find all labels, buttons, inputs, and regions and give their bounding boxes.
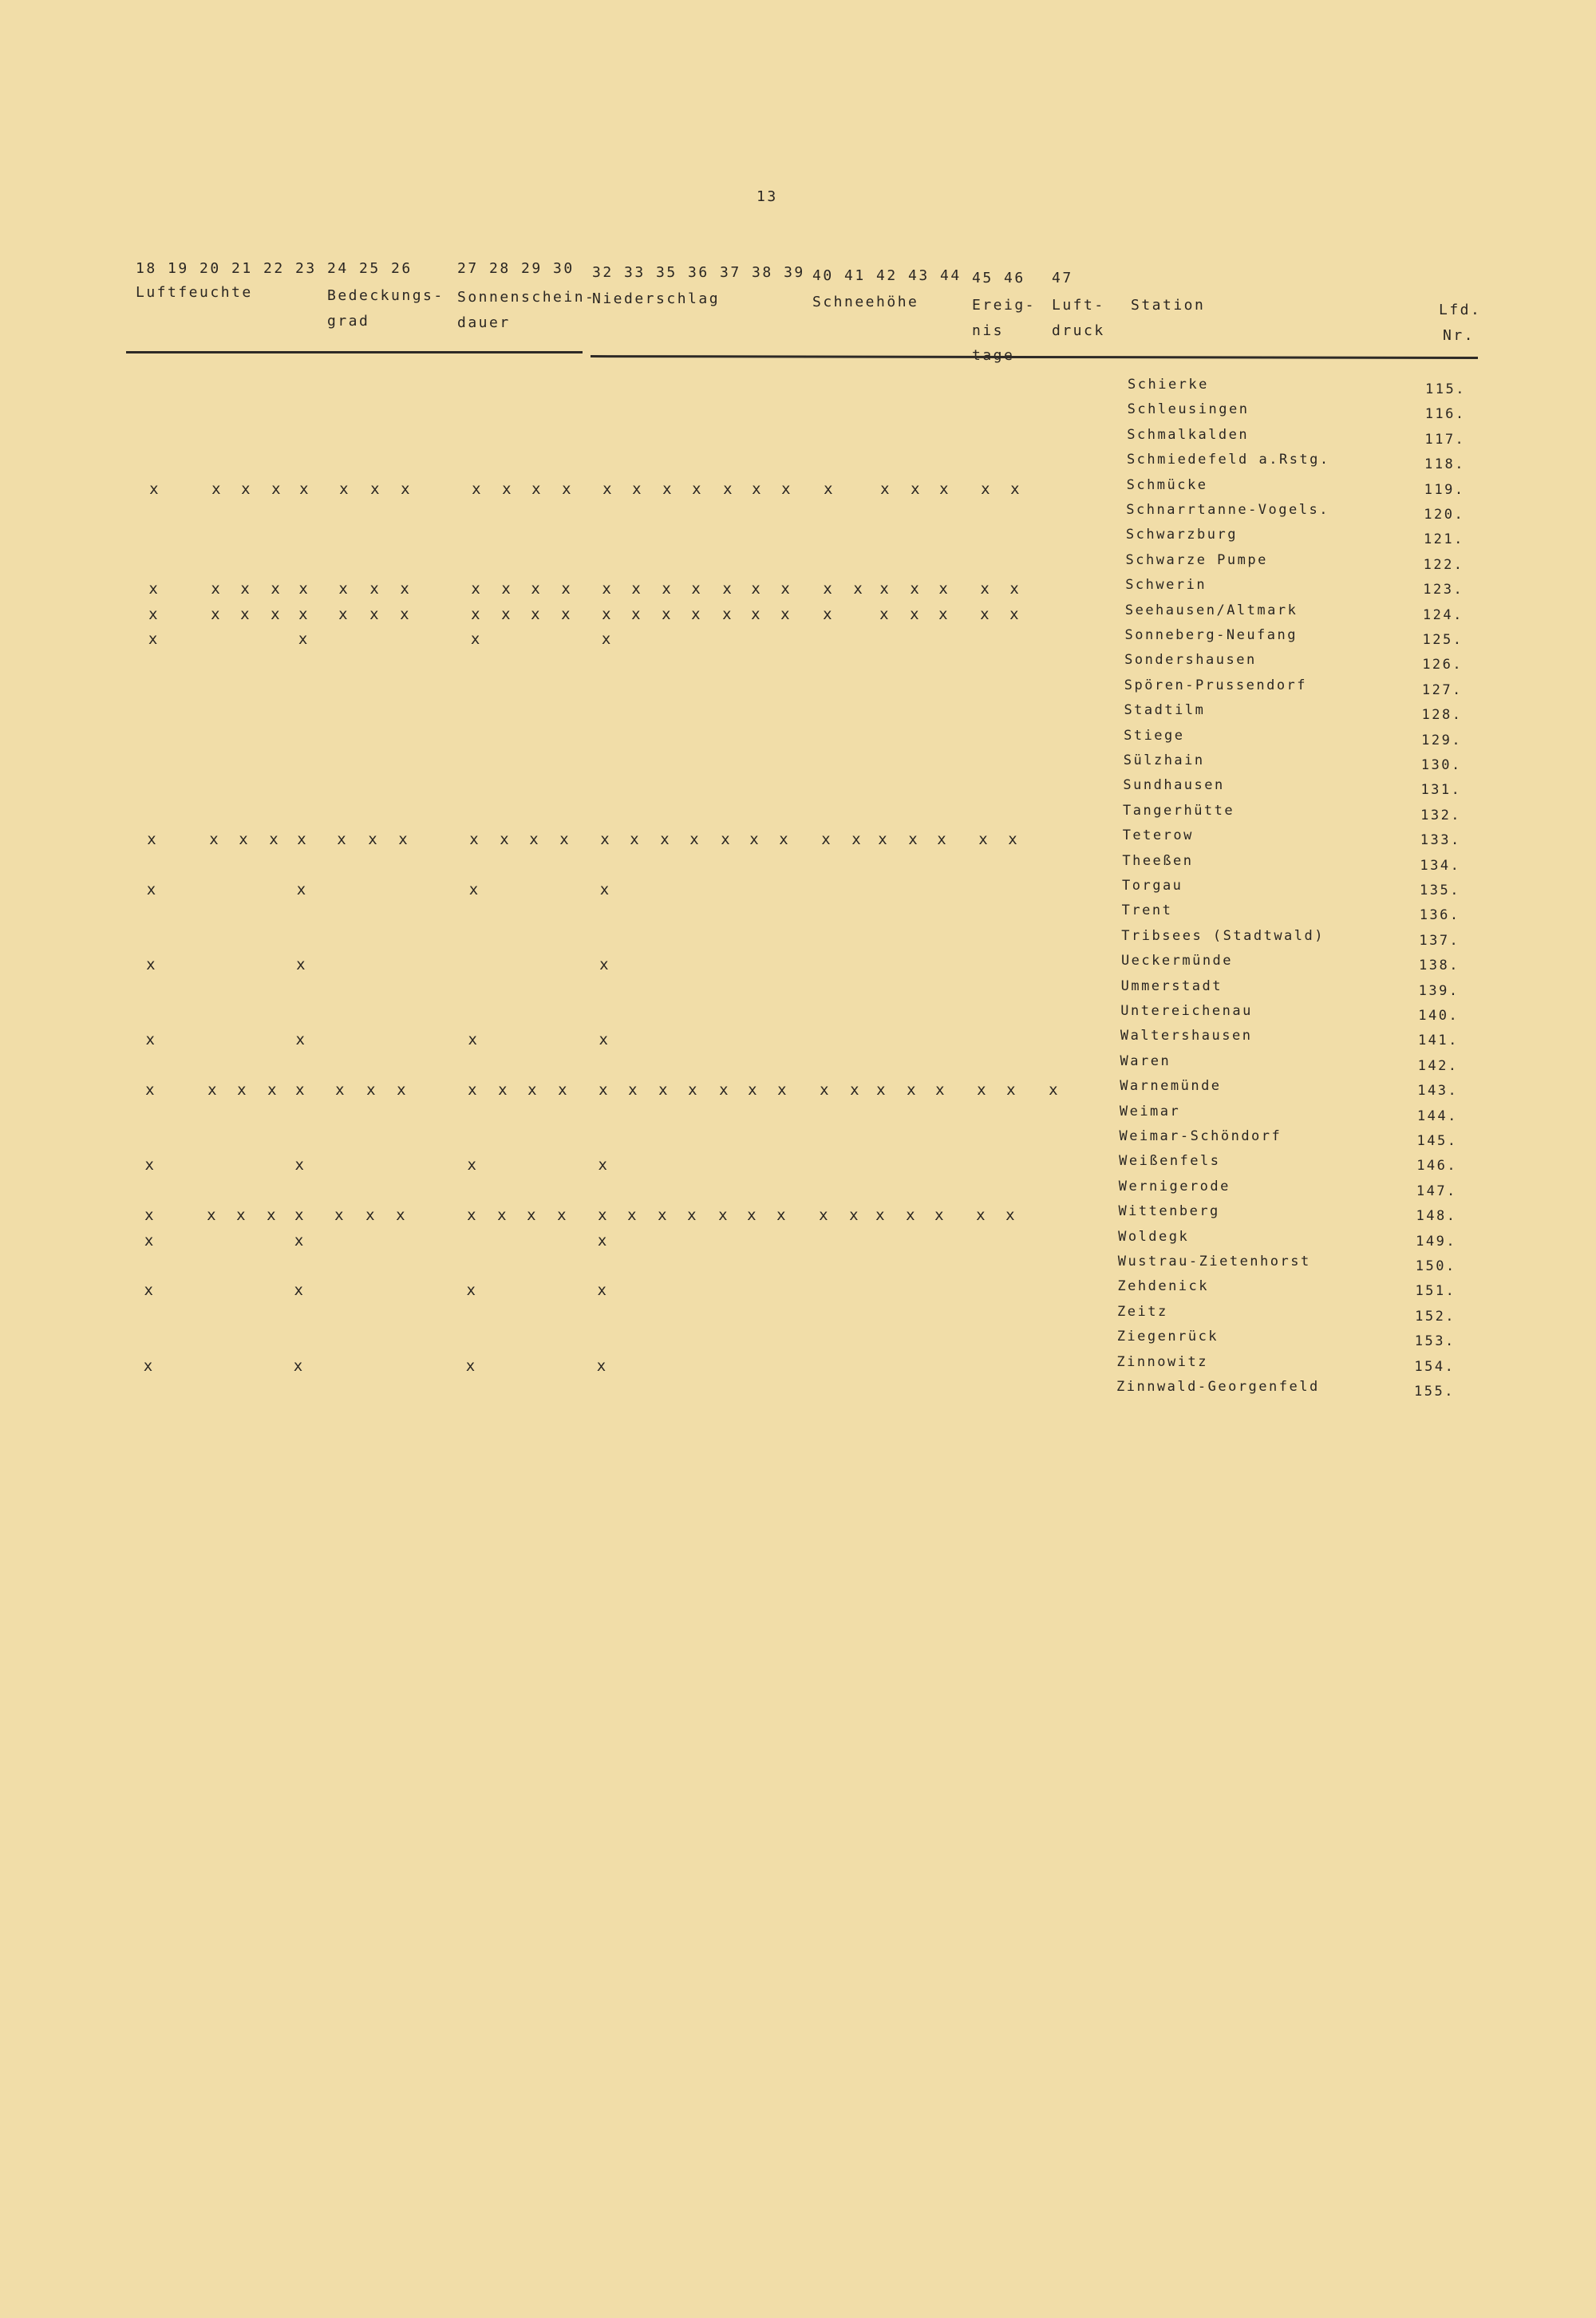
mark-col-21: x [239, 831, 248, 849]
mark-col-18: x [148, 580, 158, 598]
mark-col-38: x [747, 1206, 757, 1225]
mark-col-23: x [293, 1356, 303, 1375]
station-number: 155. [1414, 1384, 1455, 1400]
mark-col-30: x [561, 605, 571, 623]
header-label-station: Station [1131, 297, 1206, 314]
mark-col-18: x [145, 1031, 155, 1049]
mark-col-37: x [722, 605, 732, 623]
header-nums-schneehoehe: 40 41 42 43 44 [812, 267, 962, 284]
header-label-luftfeuchte: Luftfeuchte [136, 284, 253, 301]
mark-col-33: x [631, 580, 641, 598]
station-number: 144. [1416, 1108, 1458, 1124]
mark-col-47: x [1049, 1081, 1058, 1100]
mark-col-18: x [144, 1206, 154, 1225]
header-label-schneehoehe: Schneehöhe [812, 294, 919, 310]
mark-col-28: x [501, 580, 511, 598]
mark-col-20: x [209, 831, 219, 849]
header-label-sonnenschein: Sonnenschein- [457, 289, 596, 306]
header-label-luftdruck: Luft- [1052, 297, 1105, 314]
mark-col-45: x [980, 605, 990, 623]
station-number: 125. [1422, 632, 1464, 648]
mark-col-25: x [369, 605, 379, 623]
mark-col-27: x [465, 1356, 476, 1375]
mark-col-20: x [207, 1206, 216, 1225]
mark-col-21: x [237, 1081, 247, 1100]
mark-col-18: x [148, 630, 158, 648]
mark-col-46: x [1006, 1081, 1016, 1100]
mark-col-32: x [602, 480, 612, 498]
page-number: 13 [757, 188, 778, 205]
mark-col-29: x [527, 1206, 536, 1225]
mark-col-42: x [879, 580, 889, 598]
mark-col-35: x [658, 1081, 668, 1100]
header-label-ereignistage: Ereig- [972, 297, 1037, 314]
mark-col-21: x [240, 580, 250, 598]
mark-col-37: x [721, 831, 730, 849]
mark-col-36: x [688, 1081, 697, 1100]
mark-col-39: x [780, 580, 790, 598]
mark-col-18: x [144, 1156, 154, 1175]
header-rule-right [591, 355, 1478, 359]
station-name: Weimar [1119, 1103, 1181, 1120]
mark-col-24: x [338, 605, 348, 623]
header-nums-luftdruck: 47 [1052, 270, 1073, 286]
mark-col-32: x [602, 580, 611, 598]
mark-col-33: x [630, 831, 639, 849]
header-rule-left [126, 351, 583, 353]
header-label-nr: Nr. [1443, 327, 1476, 344]
mark-col-25: x [365, 1206, 375, 1225]
mark-col-26: x [401, 480, 410, 498]
mark-col-27: x [470, 630, 480, 648]
mark-col-41: x [853, 580, 863, 598]
mark-col-39: x [776, 1206, 786, 1225]
mark-col-23: x [296, 956, 306, 974]
station-number: 127. [1421, 681, 1463, 698]
mark-col-32: x [598, 1156, 607, 1175]
mark-col-37: x [718, 1206, 728, 1225]
mark-col-28: x [497, 1206, 507, 1225]
mark-col-30: x [562, 480, 571, 498]
mark-col-37: x [722, 580, 732, 598]
station-name: Schwarzburg [1125, 527, 1238, 543]
mark-col-29: x [531, 580, 540, 598]
station-name: Wittenberg [1118, 1203, 1220, 1220]
mark-col-21: x [236, 1206, 246, 1225]
mark-col-32: x [597, 1281, 606, 1300]
station-number: 147. [1416, 1183, 1457, 1199]
mark-col-29: x [527, 1081, 537, 1100]
mark-col-24: x [338, 580, 348, 598]
mark-col-27: x [468, 1031, 477, 1049]
mark-col-46: x [1005, 1206, 1015, 1225]
mark-col-38: x [752, 480, 761, 498]
station-name: Schmalkalden [1127, 426, 1250, 443]
mark-col-23: x [299, 480, 309, 498]
mark-col-32: x [599, 956, 609, 974]
mark-col-45: x [978, 831, 988, 849]
mark-col-25: x [369, 580, 379, 598]
mark-col-23: x [295, 1081, 305, 1100]
mark-col-18: x [144, 1231, 154, 1250]
mark-col-44: x [938, 580, 948, 598]
station-name: Schierke [1128, 377, 1209, 393]
mark-col-26: x [400, 605, 409, 623]
mark-col-40: x [819, 1206, 828, 1225]
mark-col-33: x [631, 605, 641, 623]
station-name: Ummerstadt [1120, 977, 1223, 994]
mark-col-29: x [531, 480, 541, 498]
mark-col-28: x [500, 831, 509, 849]
station-number: 154. [1414, 1358, 1456, 1375]
station-name: Wustrau-Zietenhorst [1117, 1254, 1311, 1270]
mark-col-36: x [689, 831, 699, 849]
mark-col-22: x [269, 831, 279, 849]
mark-col-38: x [751, 580, 760, 598]
mark-col-27: x [469, 831, 479, 849]
mark-col-28: x [498, 1081, 508, 1100]
mark-col-37: x [719, 1081, 729, 1100]
station-name: Waren [1120, 1052, 1171, 1069]
mark-col-40: x [823, 580, 832, 598]
mark-col-33: x [632, 480, 642, 498]
station-number: 117. [1424, 431, 1466, 448]
mark-col-35: x [660, 831, 670, 849]
mark-col-45: x [981, 480, 990, 498]
station-name: Zehdenick [1117, 1278, 1210, 1295]
mark-col-43: x [907, 1081, 916, 1100]
mark-col-22: x [271, 605, 280, 623]
mark-col-36: x [687, 1206, 697, 1225]
header-nums-luftfeuchte: 18 19 20 21 22 23 [136, 260, 317, 277]
station-number: 121. [1423, 531, 1464, 548]
station-name: Schnarrtanne-Vogels. [1126, 502, 1329, 518]
mark-col-32: x [598, 1206, 607, 1225]
mark-col-41: x [849, 1206, 859, 1225]
mark-col-21: x [240, 605, 250, 623]
station-number: 137. [1419, 932, 1460, 949]
mark-col-41: x [851, 831, 861, 849]
station-name: Waltershausen [1120, 1028, 1253, 1044]
station-number: 134. [1420, 857, 1461, 874]
mark-col-42: x [880, 480, 890, 498]
mark-col-35: x [658, 1206, 667, 1225]
mark-col-32: x [597, 1231, 607, 1250]
station-number: 132. [1420, 807, 1462, 823]
mark-col-22: x [267, 1081, 277, 1100]
station-name: Tribsees (Stadtwald) [1121, 927, 1325, 944]
station-name: Weißenfels [1119, 1153, 1221, 1170]
mark-col-38: x [748, 1081, 757, 1100]
mark-col-18: x [144, 1281, 153, 1300]
mark-col-30: x [561, 580, 571, 598]
mark-col-28: x [501, 605, 511, 623]
mark-col-32: x [600, 831, 610, 849]
mark-col-45: x [976, 1206, 986, 1225]
mark-col-42: x [878, 831, 887, 849]
mark-col-38: x [751, 605, 760, 623]
station-number: 149. [1416, 1233, 1457, 1250]
mark-col-23: x [296, 881, 306, 898]
mark-col-22: x [271, 480, 281, 498]
mark-col-24: x [335, 1081, 345, 1100]
mark-col-39: x [779, 831, 788, 849]
mark-col-24: x [337, 831, 346, 849]
mark-col-46: x [1010, 480, 1020, 498]
mark-col-18: x [146, 956, 156, 974]
station-name: Tangerhütte [1123, 802, 1235, 819]
mark-col-35: x [662, 580, 671, 598]
station-number: 131. [1420, 782, 1462, 799]
station-number: 153. [1414, 1333, 1456, 1350]
mark-col-27: x [468, 1081, 477, 1100]
station-number: 130. [1420, 757, 1462, 773]
station-name: Wernigerode [1118, 1178, 1231, 1195]
header-label-ereignistage-2: nis [972, 322, 1005, 339]
mark-col-30: x [557, 1206, 567, 1225]
station-name: Zeitz [1117, 1303, 1168, 1320]
station-name: Weimar-Schöndorf [1119, 1128, 1282, 1144]
mark-col-26: x [396, 1206, 405, 1225]
header-nums-ereignistage: 45 46 [972, 270, 1025, 286]
mark-col-33: x [628, 1081, 638, 1100]
mark-col-30: x [559, 831, 569, 849]
station-number: 140. [1418, 1008, 1460, 1024]
mark-col-44: x [934, 1206, 944, 1225]
mark-col-43: x [910, 580, 919, 598]
header-label-bedeckungsgrad: Bedeckungs- [327, 287, 444, 304]
mark-col-23: x [298, 580, 308, 598]
station-number: 120. [1424, 507, 1465, 523]
mark-col-40: x [823, 605, 832, 623]
station-name: Theeßen [1122, 852, 1194, 869]
mark-col-21: x [241, 480, 251, 498]
mark-col-23: x [295, 1031, 305, 1049]
mark-col-46: x [1009, 605, 1019, 623]
mark-col-27: x [468, 881, 479, 898]
mark-col-27: x [471, 605, 480, 623]
mark-col-43: x [910, 605, 919, 623]
mark-col-23: x [298, 630, 308, 648]
header-nums-bedeckungsgrad: 24 25 26 [327, 260, 413, 277]
station-name: Schleusingen [1127, 401, 1250, 418]
mark-col-27: x [467, 1206, 476, 1225]
station-number: 118. [1424, 456, 1465, 473]
mark-col-44: x [939, 480, 949, 498]
mark-col-32: x [602, 605, 611, 623]
mark-col-45: x [977, 1081, 986, 1100]
mark-col-46: x [1008, 831, 1017, 849]
station-number: 123. [1423, 582, 1464, 598]
mark-col-44: x [938, 605, 948, 623]
header-nums-niederschlag: 32 33 35 36 37 38 39 [592, 264, 805, 281]
station-name: Sondershausen [1124, 652, 1257, 669]
mark-col-23: x [298, 605, 308, 623]
mark-col-39: x [780, 605, 790, 623]
header-label-sonnenschein-2: dauer [457, 314, 511, 331]
station-number: 152. [1415, 1308, 1456, 1325]
station-number: 135. [1420, 883, 1460, 898]
station-number: 136. [1419, 907, 1460, 924]
mark-col-22: x [267, 1206, 276, 1225]
mark-col-18: x [149, 480, 159, 498]
station-number: 143. [1417, 1083, 1459, 1100]
station-number: 124. [1422, 606, 1464, 623]
station-name: Sülzhain [1123, 752, 1205, 768]
mark-col-36: x [691, 605, 701, 623]
station-name: Seehausen/Altmark [1124, 602, 1298, 618]
mark-col-23: x [294, 1231, 304, 1250]
mark-col-32: x [599, 881, 610, 898]
station-name: Sonneberg-Neufang [1124, 627, 1298, 643]
station-name: Stiege [1124, 727, 1185, 744]
station-number: 129. [1421, 732, 1463, 748]
station-name: Zinnowitz [1116, 1353, 1208, 1370]
header-label-lfd: Lfd. [1439, 302, 1482, 318]
station-name: Untereichenau [1120, 1003, 1253, 1019]
header-label-niederschlag: Niederschlag [592, 290, 721, 307]
mark-col-24: x [339, 480, 349, 498]
station-number: 151. [1415, 1283, 1456, 1300]
mark-col-27: x [472, 480, 481, 498]
station-name: Schwarze Pumpe [1125, 551, 1268, 568]
station-name: Spören-Prussendorf [1124, 677, 1308, 693]
station-number: 141. [1417, 1033, 1459, 1049]
mark-col-38: x [749, 831, 759, 849]
mark-col-46: x [1009, 580, 1019, 598]
mark-col-23: x [294, 1206, 304, 1225]
mark-col-26: x [400, 580, 409, 598]
mark-col-36: x [691, 580, 701, 598]
mark-col-20: x [207, 1081, 217, 1100]
mark-col-39: x [781, 480, 791, 498]
station-number: 119. [1424, 481, 1465, 498]
station-name: Teterow [1122, 827, 1194, 844]
header-nums-sonnenschein: 27 28 29 30 [457, 260, 575, 277]
mark-col-30: x [558, 1081, 567, 1100]
header-label-bedeckungsgrad-2: grad [327, 313, 370, 330]
mark-col-42: x [879, 605, 889, 623]
mark-col-18: x [146, 881, 156, 898]
station-number: 133. [1420, 832, 1461, 849]
station-number: 142. [1417, 1057, 1459, 1074]
station-number: 116. [1424, 406, 1466, 423]
mark-col-27: x [466, 1281, 476, 1300]
mark-col-33: x [627, 1206, 637, 1225]
mark-col-25: x [366, 1081, 376, 1100]
mark-col-18: x [145, 1081, 155, 1100]
mark-col-35: x [662, 480, 672, 498]
mark-col-35: x [662, 605, 671, 623]
mark-col-18: x [148, 605, 158, 623]
mark-col-44: x [935, 1081, 945, 1100]
station-name: Zinnwald-Georgenfeld [1116, 1379, 1320, 1395]
mark-col-40: x [820, 1081, 829, 1100]
station-name: Sundhausen [1123, 777, 1225, 794]
station-number: 115. [1425, 381, 1466, 397]
mark-col-45: x [980, 580, 990, 598]
station-name: Trent [1121, 902, 1173, 919]
station-name: Warnemünde [1120, 1078, 1222, 1095]
station-number: 146. [1416, 1158, 1458, 1175]
station-number: 122. [1423, 556, 1464, 573]
mark-col-23: x [297, 831, 306, 849]
station-number: 126. [1422, 657, 1464, 673]
mark-col-32: x [601, 630, 611, 648]
station-number: 150. [1415, 1258, 1456, 1274]
station-name: Ueckermünde [1120, 953, 1234, 969]
mark-col-43: x [906, 1206, 915, 1225]
mark-col-44: x [937, 831, 946, 849]
station-number: 148. [1416, 1208, 1457, 1225]
mark-col-23: x [294, 1281, 303, 1300]
mark-col-25: x [370, 480, 380, 498]
station-number: 128. [1421, 707, 1463, 724]
mark-col-42: x [876, 1081, 886, 1100]
mark-col-32: x [596, 1356, 606, 1375]
station-number: 139. [1418, 982, 1460, 999]
mark-col-43: x [908, 831, 918, 849]
mark-col-23: x [294, 1156, 304, 1175]
mark-col-20: x [211, 605, 220, 623]
mark-col-26: x [397, 1081, 406, 1100]
mark-col-27: x [467, 1156, 476, 1175]
station-number: 145. [1416, 1133, 1458, 1149]
mark-col-29: x [529, 831, 539, 849]
mark-col-40: x [821, 831, 831, 849]
mark-col-43: x [911, 480, 920, 498]
mark-col-40: x [824, 480, 833, 498]
station-name: Schmiedefeld a.Rstg. [1126, 452, 1330, 468]
station-number: 138. [1418, 958, 1460, 974]
mark-col-18: x [143, 1356, 153, 1375]
station-name: Schmücke [1126, 476, 1208, 493]
mark-col-37: x [723, 480, 733, 498]
mark-col-27: x [471, 580, 480, 598]
station-name: Stadtilm [1124, 702, 1206, 719]
mark-col-20: x [211, 580, 220, 598]
mark-col-26: x [398, 831, 408, 849]
mark-col-29: x [531, 605, 540, 623]
mark-col-36: x [692, 480, 701, 498]
mark-col-42: x [875, 1206, 885, 1225]
header-label-luftdruck-2: druck [1052, 322, 1105, 339]
mark-col-32: x [598, 1031, 608, 1049]
mark-col-41: x [850, 1081, 859, 1100]
mark-col-20: x [211, 480, 221, 498]
station-name: Torgau [1122, 878, 1183, 894]
mark-col-32: x [598, 1081, 608, 1100]
mark-col-18: x [147, 831, 156, 849]
mark-col-24: x [334, 1206, 344, 1225]
mark-col-28: x [502, 480, 512, 498]
station-name: Woldegk [1118, 1228, 1190, 1245]
mark-col-22: x [271, 580, 280, 598]
mark-col-39: x [777, 1081, 787, 1100]
station-name: Schwerin [1125, 577, 1207, 594]
mark-col-25: x [368, 831, 377, 849]
station-name: Ziegenrück [1116, 1329, 1219, 1345]
